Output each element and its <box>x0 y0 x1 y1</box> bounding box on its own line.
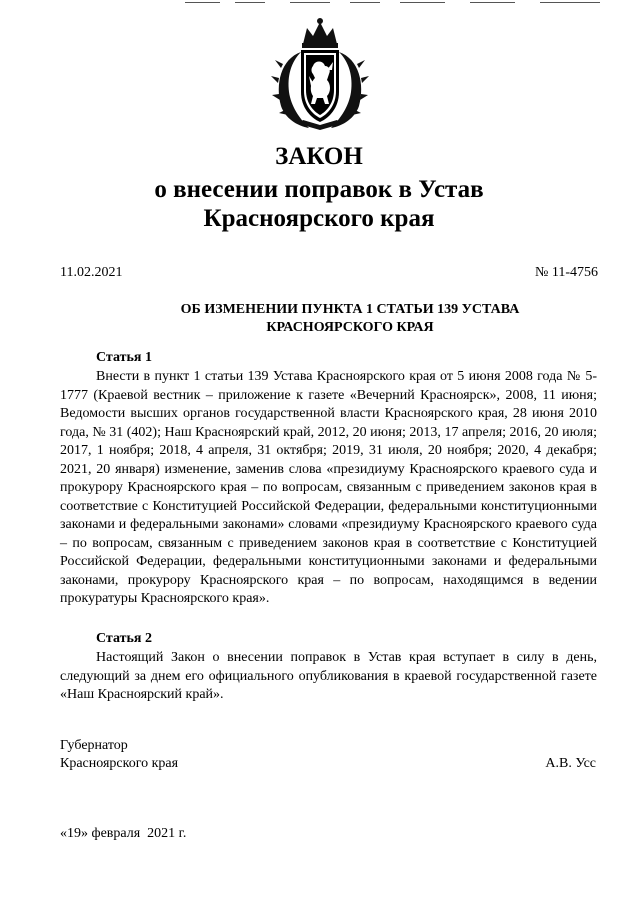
law-subject-heading: ОБ ИЗМЕНЕНИИ ПУНКТА 1 СТАТЬИ 139 УСТАВА КРАСНОЯРСКОГО КРАЯ <box>180 302 520 335</box>
document-title-line-2: о внесении поправок в Устав <box>154 176 484 203</box>
signatory-name: А.В. Усс <box>545 756 596 771</box>
article-2-title: Статья 2 <box>96 631 152 646</box>
article-2-text: Настоящий Закон о внесении поправок в Устав края вступает в силу в день, следующий за днем его официального опубликования в краевой государственной газете «Наш Красноярский край». <box>60 650 597 702</box>
signatory-position-line-2: Красноярского края <box>60 756 179 771</box>
scan-artifact-lines <box>0 0 638 8</box>
article-1-title: Статья 1 <box>96 350 152 365</box>
document-type-title: ЗАКОН <box>275 143 363 170</box>
document-title-line-3: Красноярского края <box>203 205 435 232</box>
coat-of-arms-icon <box>271 14 369 132</box>
signature-date: «19» февраля 2021 г. <box>60 826 187 841</box>
document-date: 11.02.2021 <box>60 265 123 280</box>
article-1-text: Внести в пункт 1 статьи 139 Устава Красноярского края от 5 июня 2008 года № 5-1777 (Краевой вестник – приложение к газете «Вечерний Красноярск», 2008, 11 июня; Ведомости высших органов государственной власти Красноярского края, 28 июня 2010 года, № 31 (402); Наш Красноярский край, 2012, 20 июня; 2013, 17 апреля; 2016, 20 июля; 2017, 1 ноября; 2018, 4 апреля, 31 октября; 2019, 31 июля, 20 ноября; 2020, 4 декабря; 2021, 20 января) изменение, заменив слова «президиуму Красноярского краевого суда и прокурору Красноярского края – по вопросам, связанным с приведением законов края в соответствие с Конституцией Российской Федерации, федеральными конституционными законами и федеральными законами» словами «президиуму Красноярского краевого суда – по вопросам, связанным с приведением законов края в соответствие с Конституцией Российской Федерации, федеральными конституционными законами и федеральными законами, прокурору Красноярского края – по вопросам, находящимся в ведении прокуратуры Красноярского края». <box>60 369 597 606</box>
signatory-position-line-1: Губернатор <box>60 738 128 753</box>
document-number: № 11-4756 <box>535 265 598 280</box>
